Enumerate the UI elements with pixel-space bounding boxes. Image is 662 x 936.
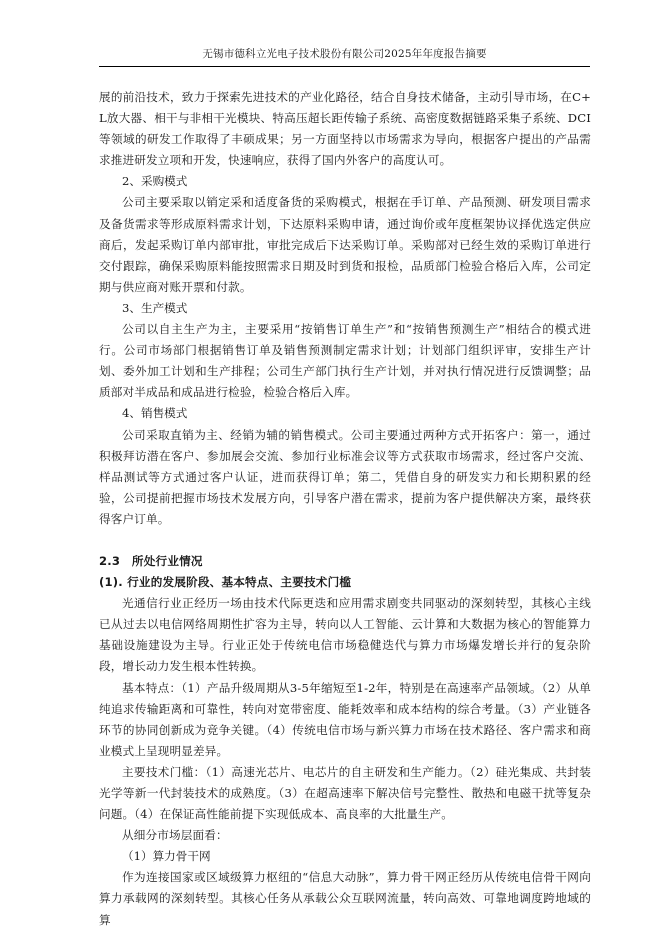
paragraph-sales-model: 公司采取直销为主、经销为辅的销售模式。公司主要通过两种方式开拓客户：第一，通过积极拜访潜在客户、参加展会交流、参加行业标准会议等方式获取市场需求，经过客户交流、样品测试等方式通过客户认证，进而获得订单；第二，凭借自身的研发实力和长期积累的经验，公司提前把握市场技术发展方向，引导客户潜在需求，提前为客户提供解决方案，最终获得客户订单。 (99, 427, 591, 526)
paragraph-basic-features: 基本特点：（1）产品升级周期从3-5年缩短至1-2年，特别是在高速率产品领域。（2）从单纯追求传输距离和可靠性，转向对宽带密度、能耗效率和成本结构的综合考量。（3）产业链各环节的协同创新成为竞争关键。（4）传统电信市场与新兴算力市场在技术路径、客户需求和商业模式上呈现明显差异。 (99, 680, 591, 758)
subsection-heading-development-stage: (1). 行业的发展阶段、基本特点、主要技术门槛 (99, 575, 352, 590)
heading-production-model: 3、生产模式 (122, 300, 188, 315)
page-header: 无锡市德科立光电子技术股份有限公司2025年年度报告摘要 (99, 44, 590, 67)
section-heading-industry: 2.3 所处行业情况 (99, 553, 203, 568)
paragraph-production-model: 公司以自主生产为主，主要采用“按销售订单生产”和“按销售预测生产”相结合的模式进行。公司市场部门根据销售订单及销售预测制定需求计划；计划部门组织评审，安排生产计划、委外加工计划和生产排程；公司生产部门执行生产计划，并对执行情况进行反馈调整；品质部对半成品和成品进行检验，检验合格后入库。 (99, 322, 591, 400)
heading-purchase-model: 2、采购模式 (122, 174, 188, 189)
paragraph-purchase-model: 公司主要采取以销定采和适度备货的采购模式，根据在手订单、产品预测、研发项目需求及备货需求等形成原料需求计划，下达原料采购申请，通过询价或年度框架协议择优选定供应商后，发起采购订单内部审批，审批完成后下达采购订单。采购部对已经生效的采购订单进行交付跟踪，确保采购原料能按照需求日期及时到货和报检，品质部门检验合格后入库，公司定期与供应商对账开票和付款。 (99, 195, 591, 294)
paragraph-computing-backbone: 作为连接国家或区域级算力枢纽的“信息大动脉”，算力骨干网正经历从传统电信骨干网向算力承载网的深刻转型。其核心任务从承载公众互联网流量，转向高效、可靠地调度跨地域的算 (99, 870, 591, 927)
paragraph-rd-continued: 展的前沿技术，致力于探索先进技术的产业化路径，结合自身技术储备，主动引导市场，在C+L放大器、相干与非相干光模块、特高压超长距传输子系统、高密度数据链路采集子系统、DCI等领域的研发工作取得了丰硕成果；另一方面坚持以市场需求为导向，根据客户提出的产品需求推进研发立项和开发，快速响应，获得了国内外客户的高度认可。 (99, 90, 591, 168)
heading-sales-model: 4、销售模式 (122, 406, 188, 421)
section-gap (99, 530, 591, 551)
heading-computing-backbone: （1）算力骨干网 (122, 849, 211, 864)
paragraph-industry-overview: 光通信行业正经历一场由技术代际更迭和应用需求剧变共同驱动的深刻转型，其核心主线已从过去以电信网络周期性扩容为主导，转向以人工智能、云计算和大数据为核心的智能算力基础设施建设为主导。行业正处于传统电信市场稳健迭代与算力市场爆发增长并行的复杂阶段，增长动力发生根本性转换。 (99, 596, 591, 674)
paragraph-technical-barriers: 主要技术门槛：（1）高速光芯片、电芯片的自主研发和生产能力。（2）硅光集成、共封装光学等新一代封装技术的成熟度。（3）在超高速率下解决信号完整性、散热和电磁干扰等复杂问题。（4）在保证高性能前提下实现低成本、高良率的大批量生产。 (99, 764, 591, 822)
paragraph-segment-intro: 从细分市场层面看： (122, 828, 228, 843)
page-content (99, 87, 591, 931)
